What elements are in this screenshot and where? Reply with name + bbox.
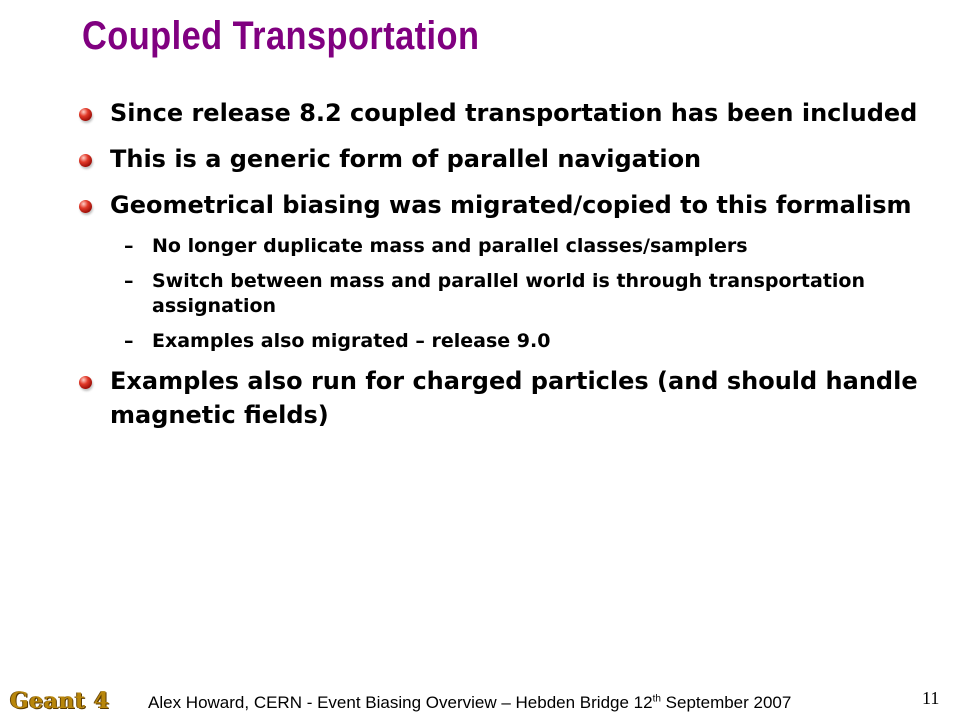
dash-icon: – bbox=[124, 235, 134, 257]
sub-bullet-text: Examples also migrated – release 9.0 bbox=[152, 330, 551, 352]
bullet-icon bbox=[79, 108, 92, 121]
sub-bullet-text: No longer duplicate mass and parallel classes/samplers bbox=[152, 235, 748, 257]
sub-bullet-item bbox=[76, 234, 936, 259]
bullet-icon bbox=[79, 200, 92, 213]
bullet-icon bbox=[79, 154, 92, 167]
page-number: 11 bbox=[922, 688, 940, 708]
sub-bullet-item bbox=[76, 269, 936, 319]
footer-superscript: th bbox=[652, 693, 661, 705]
footer-text-main: Alex Howard, CERN - Event Biasing Overview – Hebden Bridge 12 bbox=[148, 693, 653, 712]
bullet-text: Examples also run for charged particles (and should handle magnetic fields) bbox=[110, 367, 918, 429]
bullet-item bbox=[76, 142, 936, 176]
dash-icon: – bbox=[124, 270, 134, 292]
sub-bullet-item bbox=[76, 329, 936, 354]
footer-text-date: September 2007 bbox=[660, 693, 792, 712]
sub-bullet-text: Switch between mass and parallel world is through transportation assignation bbox=[152, 270, 865, 317]
bullet-item bbox=[76, 96, 936, 130]
geant4-logo: Geant 4 bbox=[10, 688, 110, 714]
bullet-item bbox=[76, 364, 936, 432]
bullet-list bbox=[76, 96, 936, 444]
bullet-text: This is a generic form of parallel navigation bbox=[110, 145, 702, 173]
slide-title: Coupled Transportation bbox=[82, 14, 480, 58]
bullet-text: Since release 8.2 coupled transportation has been included bbox=[110, 99, 918, 127]
footer-text bbox=[148, 693, 791, 713]
bullet-text: Geometrical biasing was migrated/copied to this formalism bbox=[110, 191, 912, 219]
bullet-item bbox=[76, 188, 936, 222]
dash-icon: – bbox=[124, 330, 134, 352]
bullet-icon bbox=[79, 376, 92, 389]
